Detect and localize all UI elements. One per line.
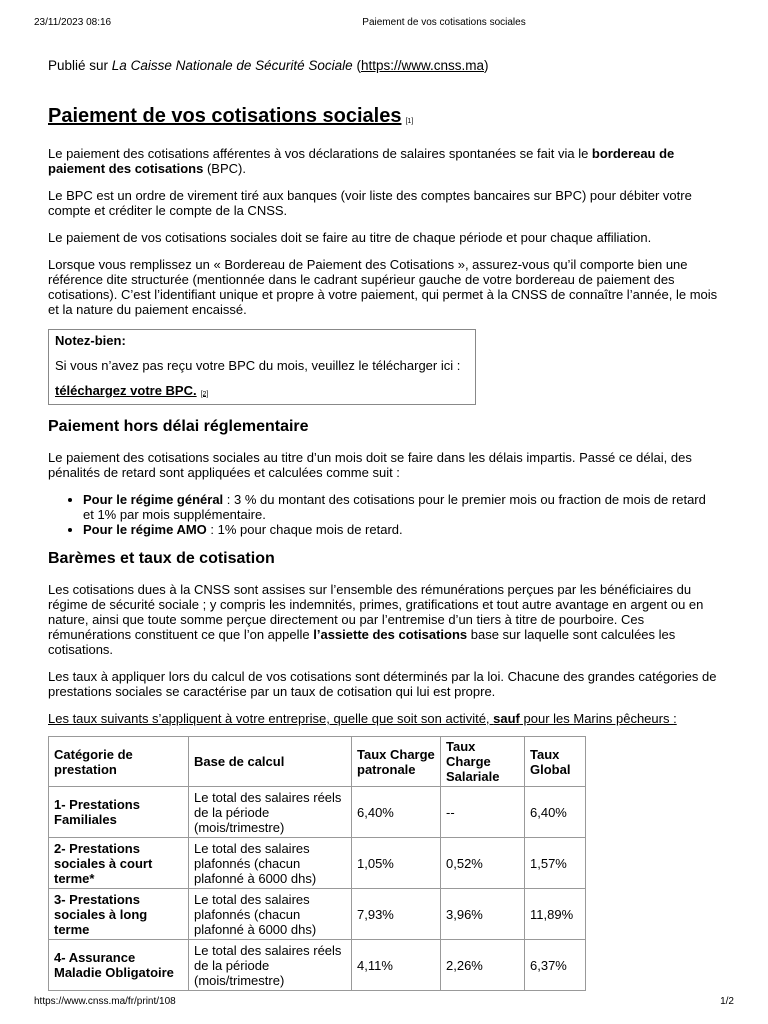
section-late-payment-title: Paiement hors délai réglementaire bbox=[48, 418, 309, 435]
col-header-category: Catégorie de prestation bbox=[49, 737, 189, 787]
table-cell: 6,40% bbox=[525, 787, 586, 838]
table-cell: 7,93% bbox=[352, 889, 441, 940]
col-header-employer-rate: Taux Charge patronale bbox=[352, 737, 441, 787]
print-url: https://www.cnss.ma/fr/print/108 bbox=[34, 996, 176, 1007]
col-header-base: Base de calcul bbox=[189, 737, 352, 787]
published-line: Publié sur La Caisse Nationale de Sécurité Sociale (https://www.cnss.ma) bbox=[48, 58, 489, 73]
intro-paragraph-4: Lorsque vous remplissez un « Bordereau de Paiement des Cotisations », assurez-vous qu’il comporte bien une référence dite structurée (mentionnée dans le cadrant supérieur gauche de votre bordereau de paiement des cotisations). C’est l’identifiant unique et propre à votre paiement, qui permet à la CNSS de connaître l’année, le mois et la nature du paiement encaissé. bbox=[48, 257, 718, 317]
print-date: 23/11/2023 08:16 bbox=[34, 17, 112, 28]
intro-paragraph-2: Le BPC est un ordre de virement tiré aux banques (voir liste des comptes bancaires sur BPC) pour débiter votre compte et créditer le compte de la CNSS. bbox=[48, 188, 692, 218]
table-cell: 3- Prestations sociales à long terme bbox=[49, 889, 189, 940]
penalties-list bbox=[48, 492, 720, 537]
rates-paragraph-2: Les taux à appliquer lors du calcul de vos cotisations sont déterminés par la loi. Chacune des grandes catégories de prestations sociales se caractérise par un taux de cotisation qui lui est propre. bbox=[48, 669, 717, 699]
table-cell: 2,26% bbox=[441, 940, 525, 991]
intro-paragraph-3: Le paiement de vos cotisations sociales doit se faire au titre de chaque période et pour chaque affiliation. bbox=[48, 230, 652, 245]
table-cell: 11,89% bbox=[525, 889, 586, 940]
note-title: Notez-bien: bbox=[55, 333, 126, 348]
table-cell: Le total des salaires réels de la période (mois/trimestre) bbox=[189, 787, 352, 838]
table-cell: 1,57% bbox=[525, 838, 586, 889]
site-name: La Caisse Nationale de Sécurité Sociale bbox=[111, 58, 353, 73]
list-item: • Pour le régime AMO : 1% pour chaque mois de retard. bbox=[83, 522, 720, 537]
table-row bbox=[49, 940, 586, 991]
table-cell: Le total des salaires réels de la période (mois/trimestre) bbox=[189, 940, 352, 991]
col-header-global-rate: Taux Global bbox=[525, 737, 586, 787]
table-row bbox=[49, 787, 586, 838]
download-bpc-link[interactable]: téléchargez votre BPC. [2] bbox=[55, 383, 209, 398]
table-cell: 0,52% bbox=[441, 838, 525, 889]
table-header-row bbox=[49, 737, 586, 787]
page-number: 1/2 bbox=[720, 996, 734, 1007]
section-rates-title: Barèmes et taux de cotisation bbox=[48, 550, 275, 567]
note-text: Si vous n’avez pas reçu votre BPC du mois, veuillez le télécharger ici : bbox=[55, 358, 461, 373]
table-cell: -- bbox=[441, 787, 525, 838]
late-payment-paragraph: Le paiement des cotisations sociales au titre d’un mois doit se faire dans les délais impartis. Passé ce délai, des pénalités de retard sont appliquées et calculées comme suit : bbox=[48, 450, 692, 480]
site-link[interactable]: https://www.cnss.ma bbox=[360, 58, 484, 73]
list-item: • Pour le régime général : 3 % du montant des cotisations pour le premier mois ou fraction de mois de retard et 1% par mois supplémentaire. bbox=[83, 492, 720, 522]
table-cell: Le total des salaires plafonnés (chacun plafonné à 6000 dhs) bbox=[189, 838, 352, 889]
table-cell: 4,11% bbox=[352, 940, 441, 991]
print-header-title: Paiement de vos cotisations sociales bbox=[362, 17, 526, 28]
table-cell: 6,40% bbox=[352, 787, 441, 838]
table-cell: Le total des salaires plafonnés (chacun plafonné à 6000 dhs) bbox=[189, 889, 352, 940]
col-header-employee-rate: Taux Charge Salariale bbox=[441, 737, 525, 787]
rates-applicability-note: Les taux suivants s’appliquent à votre entreprise, quelle que soit son activité, sauf pour les Marins pêcheurs : bbox=[48, 711, 677, 726]
table-cell: 3,96% bbox=[441, 889, 525, 940]
page-content bbox=[48, 58, 720, 991]
table-cell: 4- Assurance Maladie Obligatoire bbox=[49, 940, 189, 991]
intro-paragraph-1: Le paiement des cotisations afférentes à vos déclarations de salaires spontanées se fait via le bordereau de paiement des cotisations (BPC). bbox=[48, 146, 675, 176]
download-ref-link[interactable]: [2] bbox=[200, 391, 209, 398]
note-box bbox=[48, 329, 476, 405]
table-cell: 6,37% bbox=[525, 940, 586, 991]
page-title: Paiement de vos cotisations sociales [1] bbox=[48, 105, 414, 127]
table-cell: 2- Prestations sociales à court terme* bbox=[49, 838, 189, 889]
title-ref-link[interactable]: [1] bbox=[405, 118, 414, 125]
rates-paragraph-1: Les cotisations dues à la CNSS sont assises sur l’ensemble des rémunérations perçues par les bénéficiaires du régime de sécurité sociale ; y compris les indemnités, primes, gratifications et tout autre avantage en argent ou en nature, ainsi que toute somme perçue directement ou par l’entremise d’un tiers à titre de pourboire. Ces rémunérations constituent ce que l’on appelle l’assiette des cotisations base sur laquelle sont calculées les cotisations. bbox=[48, 582, 704, 657]
table-row bbox=[49, 889, 586, 940]
rates-table bbox=[48, 736, 586, 991]
table-cell: 1,05% bbox=[352, 838, 441, 889]
table-row bbox=[49, 838, 586, 889]
table-cell: 1- Prestations Familiales bbox=[49, 787, 189, 838]
